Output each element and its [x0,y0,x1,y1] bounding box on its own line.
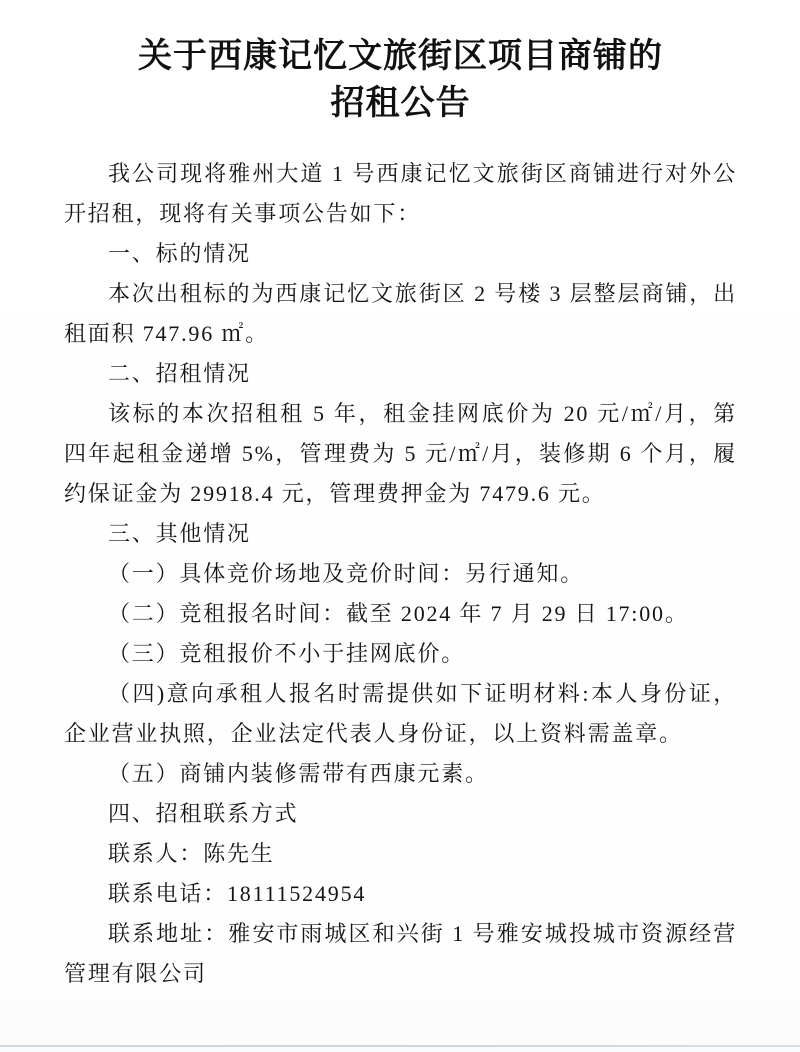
document-title [64,33,737,127]
scan-bottom-edge [0,1045,800,1047]
heading-section-4: 四、招租联系方式 [108,801,299,826]
list-item-2: （二）竞租报名时间：截至 2024 年 7 月 29 日 17:00。 [108,601,689,626]
paragraph-lease-terms: 该标的本次招租租 5 年，租金挂网底价为 20 元/㎡/月，第四年起租金递增 5%，管理费为 5 元/㎡/月，装修期 6 个月，履约保证金为 29918.4 元，管理费押金为 7479.6 元。 [64,401,737,506]
paragraph-property-details: 本次出租标的为西康记忆文旅街区 2 号楼 3 层整层商铺，出租面积 747.96 ㎡。 [64,281,737,346]
heading-section-3: 三、其他情况 [108,521,251,546]
document-body [64,154,737,994]
list-item-4: （四)意向承租人报名时需提供如下证明材料:本人身份证，企业营业执照，企业法定代表人身份证，以上资料需盖章。 [64,681,737,746]
heading-section-1: 一、标的情况 [108,241,251,266]
title-line-2: 招租公告 [330,85,471,122]
contact-person-line: 联系人：陈先生 [108,841,275,866]
list-item-1: （一）具体竞价场地及竞价时间：另行通知。 [108,561,585,586]
contact-phone-line: 联系电话：18111524954 [108,881,367,906]
list-item-5: （五）商铺内装修需带有西康元素。 [108,761,489,786]
title-line-1: 关于西康记忆文旅街区项目商铺的 [138,38,663,75]
list-item-3: （三）竞租报价不小于挂网底价。 [108,641,466,666]
contact-address-line: 联系地址：雅安市雨城区和兴街 1 号雅安城投城市资源经营管理有限公司 [64,921,737,986]
paragraph-intro: 我公司现将雅州大道 1 号西康记忆文旅街区商铺进行对外公开招租，现将有关事项公告如下： [64,161,737,226]
heading-section-2: 二、招租情况 [108,361,251,386]
